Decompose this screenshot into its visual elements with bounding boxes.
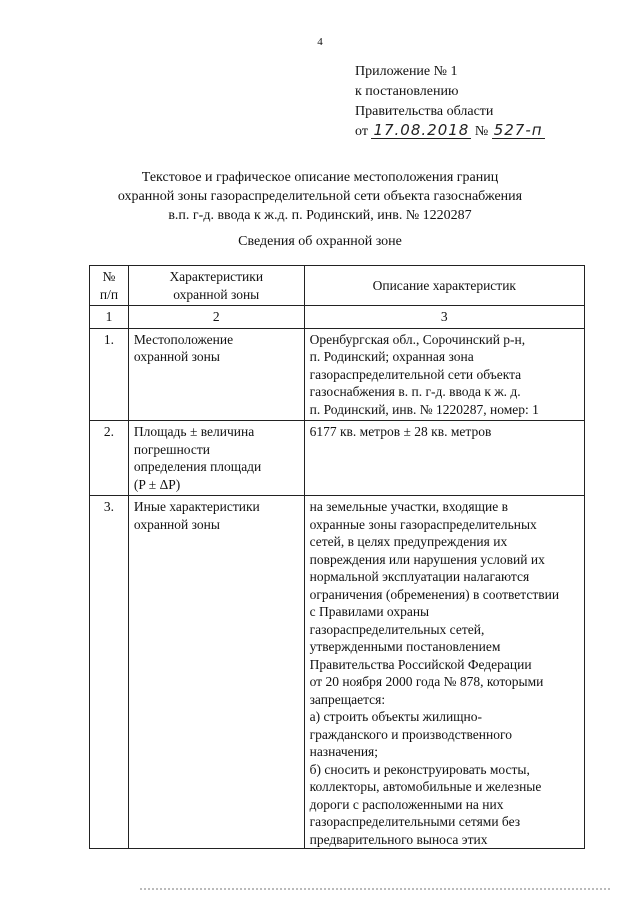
row-number: 2. bbox=[90, 421, 129, 496]
index-cell: 2 bbox=[128, 306, 304, 329]
footer-rule bbox=[140, 888, 610, 890]
date-prefix: от bbox=[355, 124, 368, 139]
row-characteristic: Иные характеристики охранной зоны bbox=[128, 496, 304, 849]
table-row bbox=[90, 421, 585, 496]
row-number: 3. bbox=[90, 496, 129, 849]
document-title bbox=[0, 168, 640, 225]
page-number: 4 bbox=[317, 36, 323, 48]
header-characteristics: Характеристики охранной зоны bbox=[128, 266, 304, 306]
appendix-line-3: Правительства области bbox=[355, 104, 494, 119]
row-description: на земельные участки, входящие в охранные зоны газораспределительных сетей, в целях предупреждения их повреждения или нарушения условий их нормальной эксплуатации налагаются ограничения (обременения) в соответствии с Правилами охраны газораспределительных сетей, утвержденными постановлением Правительства Российской Федерации от 20 ноября 2000 года № 878, которыми запрещается: а) строить объекты жилищно- гражданского и производственного назначения; б) сносить и реконструировать мосты, коллекторы, автомобильные и железные дороги с расположенными на них газораспределительными сетями без предварительного выноса этих bbox=[304, 496, 584, 849]
appendix-line-2: к постановлению bbox=[355, 84, 459, 99]
zone-info-table bbox=[89, 265, 585, 849]
appendix-block bbox=[355, 62, 545, 142]
table-header-row bbox=[90, 266, 585, 306]
title-line-1: Текстовое и графическое описание местоположения границ bbox=[141, 170, 499, 185]
header-description: Описание характеристик bbox=[304, 266, 584, 306]
row-characteristic: Площадь ± величина погрешности определения площади (P ± ΔP) bbox=[128, 421, 304, 496]
row-description: 6177 кв. метров ± 28 кв. метров bbox=[304, 421, 584, 496]
index-cell: 1 bbox=[90, 306, 129, 329]
index-cell: 3 bbox=[304, 306, 584, 329]
number-prefix: № bbox=[474, 124, 489, 139]
section-subtitle: Сведения об охранной зоне bbox=[238, 234, 402, 249]
appendix-date-row bbox=[355, 122, 545, 142]
appendix-line-1: Приложение № 1 bbox=[355, 64, 458, 79]
title-line-3: в.п. г-д. ввода к ж.д. п. Родинский, инв. № 1220287 bbox=[168, 208, 472, 223]
table-row bbox=[90, 496, 585, 849]
row-number: 1. bbox=[90, 328, 129, 421]
handwritten-number: 527-п bbox=[493, 121, 543, 139]
row-description: Оренбургская обл., Сорочинский р-н, п. Родинский; охранная зона газораспределительной сети объекта газоснабжения в. п. г-д. ввода к ж. д. п. Родинский, инв. № 1220287, номер: 1 bbox=[304, 328, 584, 421]
header-number: № п/п bbox=[90, 266, 129, 306]
title-line-2: охранной зоны газораспределительной сети объекта газоснабжения bbox=[117, 189, 523, 204]
row-characteristic: Местоположение охранной зоны bbox=[128, 328, 304, 421]
table-index-row bbox=[90, 306, 585, 329]
table-row bbox=[90, 328, 585, 421]
handwritten-date: 17.08.2018 bbox=[373, 121, 470, 139]
